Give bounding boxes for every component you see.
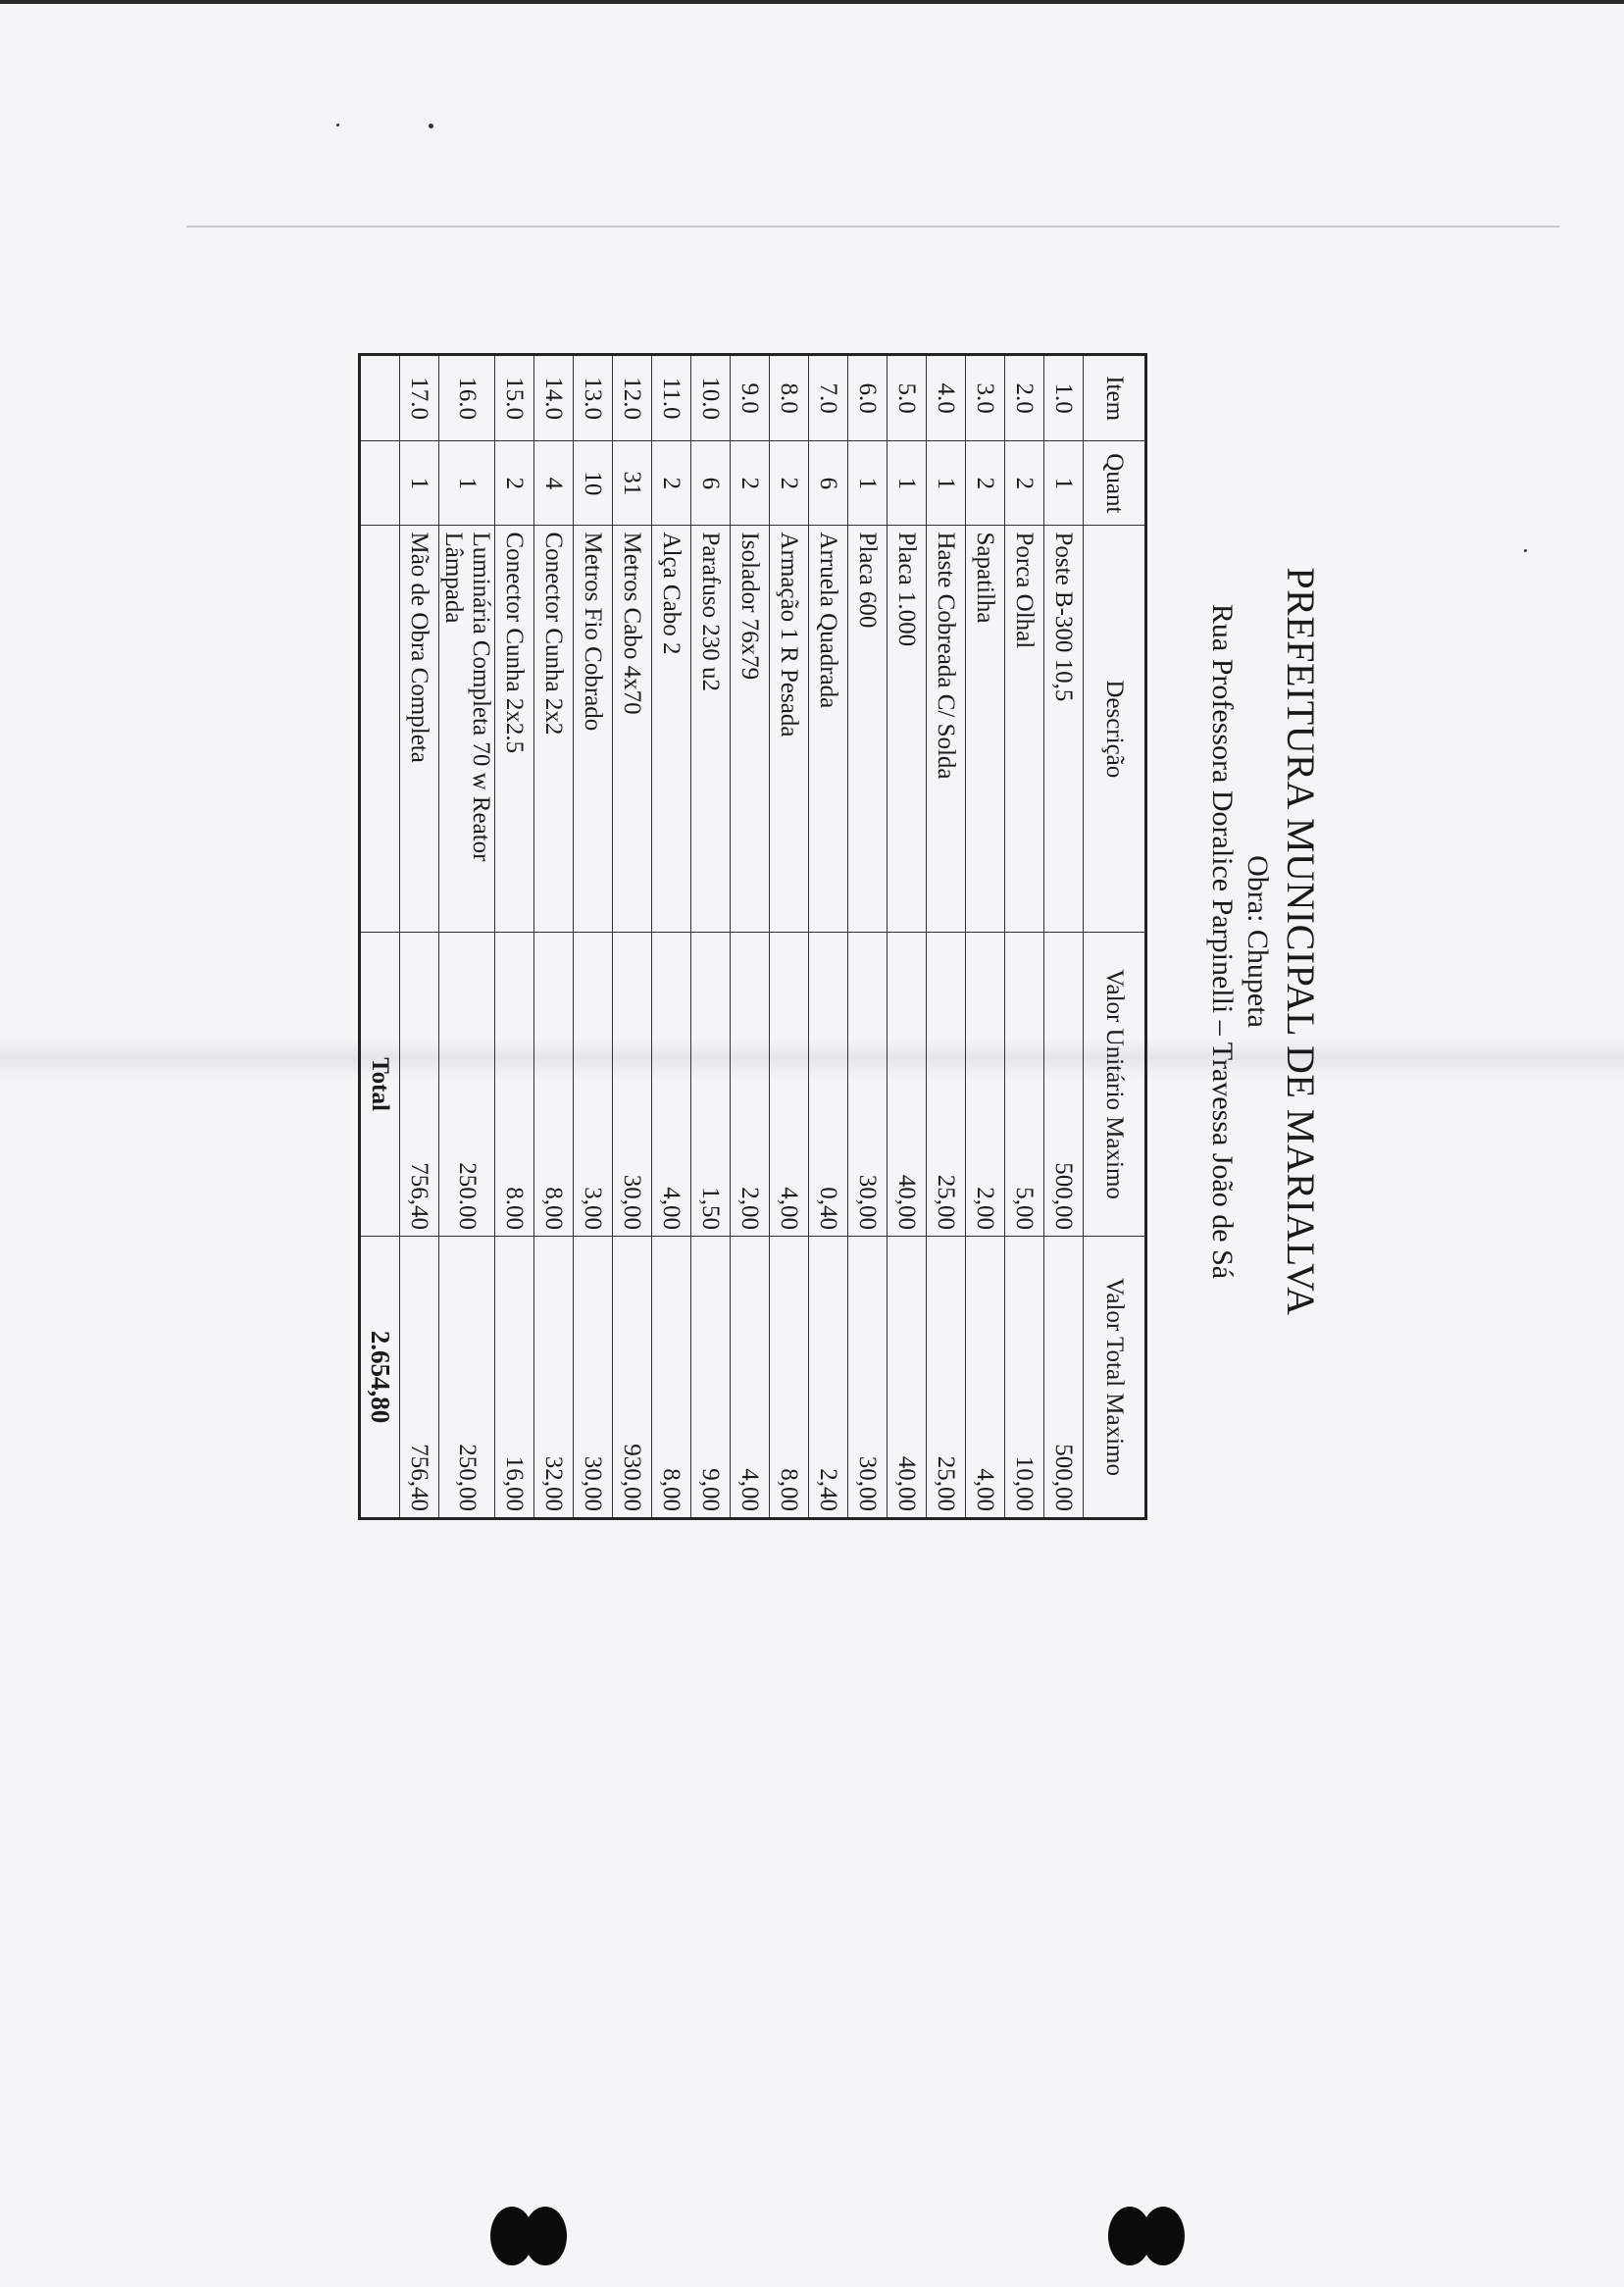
column-header-item: Item — [1084, 355, 1146, 441]
total-value-cell: 930,00 — [613, 1237, 652, 1519]
total-label: Total — [360, 933, 400, 1237]
total-value-cell: 8,00 — [652, 1237, 691, 1519]
total-value-cell: 2,40 — [809, 1237, 848, 1519]
table-row — [848, 355, 888, 1519]
project-address: Rua Professora Doralice Parpinelli – Travessa João de Sá — [1206, 603, 1239, 1280]
description-cell: Metros Fio Cobrado — [574, 526, 613, 933]
quantity-cell: 1 — [439, 441, 495, 526]
item-number-cell: 5.0 — [888, 355, 927, 441]
unit-value-cell: 756,40 — [400, 933, 439, 1237]
description-cell: Luminária Completa 70 w Reator Lâmpada — [439, 526, 495, 933]
unit-value-cell: 500,00 — [1044, 933, 1084, 1237]
punch-hole-right — [1108, 2207, 1187, 2269]
quantity-cell: 10 — [574, 441, 613, 526]
table-row — [770, 355, 809, 1519]
description-cell: Porca Olhal — [1005, 526, 1044, 933]
unit-value-cell: 4,00 — [652, 933, 691, 1237]
item-number-cell: 7.0 — [809, 355, 848, 441]
quantity-cell: 4 — [534, 441, 574, 526]
total-value-cell: 8,00 — [770, 1237, 809, 1519]
description-cell: Conector Cunha 2x2.5 — [495, 526, 534, 933]
table-row — [809, 355, 848, 1519]
total-value-cell: 756,40 — [400, 1237, 439, 1519]
scan-edge — [0, 0, 1624, 4]
table-row — [534, 355, 574, 1519]
description-cell: Parafuso 230 u2 — [691, 526, 731, 933]
description-cell: Mão de Obra Completa — [400, 526, 439, 933]
table-row — [1005, 355, 1044, 1519]
table-row — [691, 355, 731, 1519]
description-cell: Poste B-300 10,5 — [1044, 526, 1084, 933]
total-value-cell: 25,00 — [927, 1237, 966, 1519]
description-cell: Arruela Quadrada — [809, 526, 848, 933]
total-empty-cell — [360, 441, 400, 526]
quantity-cell: 1 — [927, 441, 966, 526]
scan-speck — [336, 124, 339, 127]
total-value-cell: 10,00 — [1005, 1237, 1044, 1519]
unit-value-cell: 8.00 — [495, 933, 534, 1237]
item-number-cell: 2.0 — [1005, 355, 1044, 441]
unit-value-cell: 1,50 — [691, 933, 731, 1237]
total-value-cell: 4,00 — [731, 1237, 770, 1519]
item-number-cell: 16.0 — [439, 355, 495, 441]
total-value-cell: 40,00 — [888, 1237, 927, 1519]
unit-value-cell: 30,00 — [613, 933, 652, 1237]
item-number-cell: 13.0 — [574, 355, 613, 441]
scan-speck — [429, 124, 433, 128]
table-row — [495, 355, 534, 1519]
unit-value-cell: 25,00 — [927, 933, 966, 1237]
unit-value-cell: 8,00 — [534, 933, 574, 1237]
table-row — [574, 355, 613, 1519]
item-number-cell: 4.0 — [927, 355, 966, 441]
project-name: Obra: Chupeta — [1242, 855, 1274, 1028]
description-cell: Metros Cabo 4x70 — [613, 526, 652, 933]
quantity-cell: 2 — [731, 441, 770, 526]
total-empty-cell — [360, 355, 400, 441]
quantity-cell: 1 — [888, 441, 927, 526]
unit-value-cell: 30,00 — [848, 933, 888, 1237]
item-number-cell: 11.0 — [652, 355, 691, 441]
document-header — [1205, 353, 1324, 1530]
table-row — [927, 355, 966, 1519]
rotated-document-page — [284, 353, 1363, 1530]
table-row — [731, 355, 770, 1519]
quantity-cell: 6 — [691, 441, 731, 526]
table-row — [400, 355, 439, 1519]
item-number-cell: 9.0 — [731, 355, 770, 441]
description-cell: Conector Cunha 2x2 — [534, 526, 574, 933]
total-row — [360, 355, 400, 1519]
item-number-cell: 6.0 — [848, 355, 888, 441]
item-number-cell: 8.0 — [770, 355, 809, 441]
quantity-cell: 31 — [613, 441, 652, 526]
quantity-cell: 1 — [400, 441, 439, 526]
quantity-cell: 2 — [652, 441, 691, 526]
paper-crease — [186, 226, 1559, 228]
quantity-cell: 2 — [1005, 441, 1044, 526]
column-header-quant: Quant — [1084, 441, 1146, 526]
table-row — [966, 355, 1005, 1519]
description-cell: Isolador 76x79 — [731, 526, 770, 933]
description-cell: Placa 600 — [848, 526, 888, 933]
quantity-cell: 2 — [495, 441, 534, 526]
table-header-row — [1084, 355, 1146, 1519]
item-number-cell: 15.0 — [495, 355, 534, 441]
unit-value-cell: 5,00 — [1005, 933, 1044, 1237]
grand-total-value: 2.654,80 — [360, 1237, 400, 1519]
table-row — [1044, 355, 1084, 1519]
total-value-cell: 32,00 — [534, 1237, 574, 1519]
item-number-cell: 12.0 — [613, 355, 652, 441]
item-number-cell: 1.0 — [1044, 355, 1084, 441]
municipality-title: PREFEITURA MUNICIPAL DE MARIALVA — [1279, 567, 1323, 1316]
total-value-cell: 250,00 — [439, 1237, 495, 1519]
total-value-cell: 500,00 — [1044, 1237, 1084, 1519]
quantity-cell: 6 — [809, 441, 848, 526]
table-row — [888, 355, 927, 1519]
total-value-cell: 4,00 — [966, 1237, 1005, 1519]
item-number-cell: 10.0 — [691, 355, 731, 441]
unit-value-cell: 2,00 — [966, 933, 1005, 1237]
item-number-cell: 3.0 — [966, 355, 1005, 441]
total-empty-cell — [360, 526, 400, 933]
description-cell: Haste Cobreada C/ Solda — [927, 526, 966, 933]
item-number-cell: 17.0 — [400, 355, 439, 441]
punch-hole-left — [490, 2207, 569, 2269]
items-table — [358, 353, 1147, 1520]
quantity-cell: 1 — [1044, 441, 1084, 526]
description-cell: Placa 1.000 — [888, 526, 927, 933]
total-value-cell: 30,00 — [848, 1237, 888, 1519]
unit-value-cell: 2,00 — [731, 933, 770, 1237]
quantity-cell: 2 — [770, 441, 809, 526]
description-cell: Alça Cabo 2 — [652, 526, 691, 933]
total-value-cell: 9,00 — [691, 1237, 731, 1519]
item-number-cell: 14.0 — [534, 355, 574, 441]
unit-value-cell: 250.00 — [439, 933, 495, 1237]
column-header-total-value: Valor Total Maximo — [1084, 1237, 1146, 1519]
column-header-unit-value: Valor Unitário Maximo — [1084, 933, 1146, 1237]
unit-value-cell: 0,40 — [809, 933, 848, 1237]
total-value-cell: 16,00 — [495, 1237, 534, 1519]
description-cell: Sapatilha — [966, 526, 1005, 933]
total-value-cell: 30,00 — [574, 1237, 613, 1519]
table-row — [652, 355, 691, 1519]
unit-value-cell: 4,00 — [770, 933, 809, 1237]
scan-speck — [1524, 549, 1527, 552]
unit-value-cell: 40,00 — [888, 933, 927, 1237]
table-row — [613, 355, 652, 1519]
table-row — [439, 355, 495, 1519]
description-cell: Armação 1 R Pesada — [770, 526, 809, 933]
column-header-description: Descrição — [1084, 526, 1146, 933]
quantity-cell: 2 — [966, 441, 1005, 526]
quantity-cell: 1 — [848, 441, 888, 526]
unit-value-cell: 3,00 — [574, 933, 613, 1237]
